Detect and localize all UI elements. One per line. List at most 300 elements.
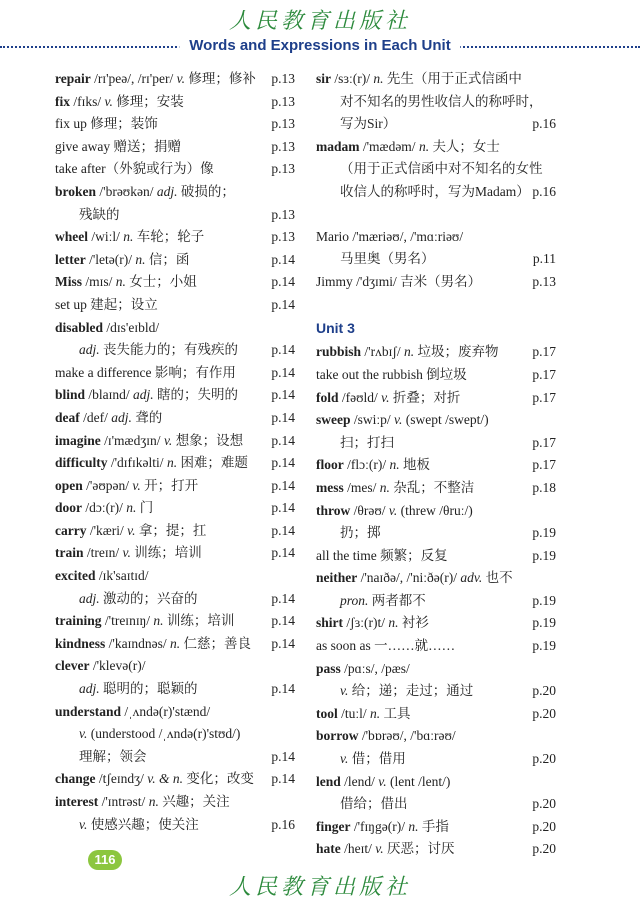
- vocab-text: [316, 387, 460, 410]
- vocab-line: [316, 816, 556, 839]
- vocab-text: [340, 158, 543, 181]
- vocab-text: [55, 181, 235, 204]
- definition: 先生（用于正式信函中: [383, 71, 522, 86]
- page-ref: p.14: [271, 251, 295, 267]
- vocab-line: [55, 610, 295, 633]
- pronunciation: take after（外貌或行为）像: [55, 161, 214, 177]
- vocab-text: [55, 136, 181, 159]
- page-ref: p.14: [271, 545, 295, 561]
- pronunciation: /'treɪnɪŋ/: [101, 613, 154, 629]
- vocab-line: [316, 226, 556, 249]
- headword: fold: [316, 389, 339, 405]
- vocab-line: [55, 91, 295, 114]
- part-of-speech: n.: [408, 818, 419, 834]
- vocab-line: [55, 746, 295, 769]
- vocab-text: [55, 407, 162, 430]
- page-ref: p.14: [271, 771, 295, 787]
- headword: fix: [55, 93, 70, 109]
- pronunciation: /pɑːs/, /pæs/: [340, 660, 410, 676]
- headword: disabled: [55, 319, 104, 335]
- pronunciation: （用于正式信函中对不知名的女性: [340, 161, 543, 177]
- definition: 垃圾；废弃物: [414, 344, 499, 360]
- vocab-text: [340, 793, 408, 816]
- page-ref: p.14: [271, 432, 295, 448]
- pronunciation: /'naɪðə/, /'niːðə(r)/: [357, 570, 461, 586]
- pronunciation: /dɔː(r)/: [82, 500, 127, 516]
- part-of-speech: v.: [176, 71, 185, 86]
- definition: 也不: [482, 570, 513, 586]
- vocab-text: [55, 542, 202, 565]
- definition: 困难；难题: [177, 455, 248, 471]
- page-ref: p.14: [271, 455, 295, 471]
- vocab-line: [55, 678, 295, 701]
- pronunciation: /tʃeɪndʒ/: [95, 771, 148, 787]
- pronunciation: make a difference 影响；有作用: [55, 364, 236, 380]
- left-column: [55, 68, 295, 836]
- vocab-text: [55, 68, 256, 91]
- vocab-line: [55, 475, 295, 498]
- vocab-line: [55, 588, 295, 611]
- vocab-line: [316, 181, 556, 204]
- definition: (understood /ˌʌndə(r)'stʊd/): [87, 726, 241, 742]
- vocab-text: [55, 452, 248, 475]
- page-ref: p.14: [271, 522, 295, 538]
- page-ref: p.13: [271, 138, 295, 154]
- publisher-logo-top: 人民教育出版社: [228, 9, 411, 34]
- definition: 给；递；走过；通过: [348, 683, 474, 699]
- vocab-text: [55, 362, 236, 385]
- vocab-line: [316, 635, 556, 658]
- vocab-text: [55, 384, 238, 407]
- vocab-line: [316, 703, 556, 726]
- headword: throw: [316, 502, 351, 518]
- vocab-line: [316, 748, 556, 771]
- page-ref: p.17: [532, 457, 556, 473]
- part-of-speech: v.: [378, 773, 387, 789]
- vocab-line: [316, 113, 556, 136]
- part-of-speech: n.: [370, 705, 381, 721]
- part-of-speech: pron.: [340, 592, 369, 608]
- page-ref: p.17: [532, 389, 556, 405]
- definition: 折叠；对折: [389, 389, 461, 405]
- page-ref: p.11: [532, 251, 556, 267]
- page-ref: p.14: [271, 748, 295, 764]
- vocab-line: [55, 701, 295, 724]
- pronunciation: /'rʌbɪʃ/: [361, 344, 404, 360]
- pronunciation: 借给；借出: [340, 796, 408, 812]
- definition: (lent /lent/): [386, 773, 451, 789]
- vocab-text: [316, 838, 455, 861]
- vocab-line: [55, 542, 295, 565]
- page-ref: p.19: [532, 547, 556, 563]
- vocab-line: [55, 271, 295, 294]
- page-ref: p.14: [271, 274, 295, 290]
- vocab-text: [79, 723, 240, 746]
- vocab-text: [316, 136, 500, 159]
- vocab-text: [340, 748, 406, 771]
- headword: neither: [316, 570, 358, 586]
- part-of-speech: adv.: [460, 570, 483, 586]
- vocab-line: [316, 409, 556, 432]
- pronunciation: set up 建起；设立: [55, 296, 158, 312]
- part-of-speech: v.: [381, 389, 390, 405]
- page-ref: p.14: [271, 342, 295, 358]
- pronunciation: /'fɪŋgə(r)/: [350, 818, 409, 834]
- pronunciation: 理解；领会: [79, 748, 147, 764]
- unit-heading: Unit 3: [316, 320, 355, 337]
- part-of-speech: v.: [163, 432, 173, 448]
- headword: train: [55, 545, 84, 561]
- page-ref: p.14: [271, 590, 295, 606]
- part-of-speech: n.: [153, 613, 164, 629]
- headword: imagine: [55, 432, 101, 448]
- pronunciation: /tuːl/: [337, 705, 371, 721]
- headword: broken: [55, 183, 97, 199]
- definition: 两者都不: [368, 592, 426, 608]
- vocab-line: [316, 136, 556, 159]
- headword: kindness: [55, 635, 106, 651]
- pronunciation: /flɔː(r)/: [343, 457, 390, 473]
- pronunciation: /treɪn/: [83, 545, 123, 561]
- vocab-line: [55, 362, 295, 385]
- vocab-text: [316, 477, 474, 500]
- vocab-line: [55, 226, 295, 249]
- vocab-text: [55, 317, 159, 340]
- publisher-logo-bottom: 人民教育出版社: [228, 875, 411, 900]
- page-ref: p.19: [532, 525, 556, 541]
- definition: 信；函: [145, 251, 190, 267]
- definition: 厌恶；讨厌: [383, 841, 455, 857]
- vocab-line: [316, 567, 556, 590]
- definition: 车轮；轮子: [133, 229, 205, 245]
- pronunciation: Jimmy /'dʒɪmi/ 吉米（男名）: [316, 273, 482, 289]
- vocab-line: [55, 723, 295, 746]
- page-ref: p.19: [532, 615, 556, 631]
- headword: excited: [55, 568, 96, 584]
- pronunciation: 扫；打扫: [340, 434, 394, 450]
- definition: 夫人；女士: [429, 138, 500, 154]
- vocab-line: [316, 248, 556, 271]
- headword: training: [55, 613, 102, 629]
- part-of-speech: adj.: [79, 342, 100, 358]
- vocab-text: [55, 701, 210, 724]
- pronunciation: /'mædəm/: [359, 138, 419, 154]
- vocab-text: [55, 91, 184, 114]
- pronunciation: /'kaɪndnəs/: [105, 635, 170, 651]
- page-ref: p.14: [271, 364, 295, 380]
- pronunciation: /'letə(r)/: [85, 251, 136, 267]
- pronunciation: Mario /'mæriəʊ/, /'mɑːriəʊ/: [316, 228, 464, 244]
- vocab-text: [79, 588, 198, 611]
- definition: 破损的；: [177, 183, 235, 199]
- page-ref: p.14: [271, 387, 295, 403]
- pronunciation: /ˌʌndə(r)'stænd/: [121, 703, 211, 719]
- pronunciation: /dɪs'eɪbld/: [103, 319, 160, 335]
- vocab-line: [316, 341, 556, 364]
- pronunciation: 马里奥（男名）: [340, 251, 435, 267]
- definition: 修理；修补: [184, 71, 256, 86]
- part-of-speech: adj.: [79, 681, 100, 697]
- part-of-speech: v.: [340, 751, 349, 767]
- vocab-line: [316, 522, 556, 545]
- section-banner: [0, 36, 640, 58]
- headword: blind: [55, 387, 86, 403]
- vocab-text: [340, 680, 473, 703]
- headword: repair: [55, 71, 91, 86]
- headword: letter: [55, 251, 86, 267]
- part-of-speech: v.: [132, 477, 141, 493]
- vocab-line: [316, 387, 556, 410]
- vocab-line: [316, 590, 556, 613]
- pronunciation: /mes/: [343, 479, 380, 495]
- page-ref: p.17: [532, 344, 556, 360]
- definition: 开；打开: [140, 477, 199, 493]
- part-of-speech: n.: [418, 138, 430, 154]
- pronunciation: /fəʊld/: [338, 389, 382, 405]
- page-ref: p.14: [271, 635, 295, 651]
- pronunciation: 写为Sir）: [340, 116, 397, 132]
- definition: 工具: [380, 705, 411, 721]
- headword: rubbish: [316, 344, 362, 360]
- page-ref: p.14: [271, 613, 295, 629]
- definition: (threw /θruː/): [397, 502, 473, 518]
- definition: 丧失能力的；有残疾的: [99, 342, 239, 358]
- vocab-text: [316, 364, 467, 387]
- vocab-text: [79, 814, 199, 837]
- page-ref: p.14: [271, 296, 295, 312]
- vocab-line: [316, 68, 556, 91]
- vocab-text: [79, 678, 198, 701]
- pronunciation: /'klevə(r)/: [89, 658, 146, 674]
- vocab-text: [55, 430, 243, 453]
- pronunciation: 残缺的: [79, 206, 120, 222]
- page-ref: p.19: [532, 592, 556, 608]
- headword: clever: [55, 658, 90, 674]
- part-of-speech: v.: [394, 412, 403, 428]
- right-column: [316, 68, 556, 861]
- vocab-text: [316, 725, 456, 748]
- vocab-line: [55, 497, 295, 520]
- vocab-text: [340, 522, 381, 545]
- vocab-line: [316, 612, 556, 635]
- vocab-text: [316, 454, 430, 477]
- vocab-line: [316, 680, 556, 703]
- vocab-line: [316, 838, 556, 861]
- definition: 聪明的；聪颖的: [99, 681, 198, 697]
- pronunciation: /lend/: [340, 773, 379, 789]
- headword: lend: [316, 773, 341, 789]
- definition: 想象；设想: [172, 432, 244, 448]
- vocab-line: [55, 294, 295, 317]
- pronunciation: take out the rubbish 倒垃圾: [316, 366, 467, 382]
- vocab-line: [316, 364, 556, 387]
- headword: carry: [55, 522, 87, 538]
- definition: 变化；改变: [182, 771, 254, 787]
- pronunciation: as soon as 一……就……: [316, 638, 456, 654]
- pronunciation: /swiːp/: [350, 412, 395, 428]
- page-ref: p.16: [532, 183, 556, 199]
- vocab-text: [340, 432, 394, 455]
- part-of-speech: n.: [169, 635, 181, 651]
- vocab-text: [55, 113, 158, 136]
- vocab-text: [316, 816, 449, 839]
- part-of-speech: n.: [389, 457, 400, 473]
- headword: pass: [316, 660, 341, 676]
- page-ref: p.13: [271, 206, 295, 222]
- pronunciation: /fɪks/: [70, 93, 105, 109]
- headword: madam: [316, 138, 360, 154]
- vocab-text: [316, 68, 522, 91]
- part-of-speech: v.: [127, 522, 136, 538]
- vocab-text: [55, 158, 214, 181]
- vocab-line: [55, 814, 295, 837]
- headword: sir: [316, 71, 331, 86]
- vocab-text: [316, 658, 410, 681]
- definition: 手指: [418, 818, 449, 834]
- part-of-speech: n.: [388, 615, 399, 631]
- definition: 训练；培训: [130, 545, 202, 561]
- vocab-text: [316, 409, 489, 432]
- part-of-speech: v.: [79, 726, 88, 742]
- part-of-speech: n.: [373, 71, 384, 86]
- vocab-line: [316, 91, 556, 114]
- vocab-line: [316, 477, 556, 500]
- pronunciation: /wiːl/: [88, 229, 124, 245]
- vocab-text: [55, 565, 149, 588]
- part-of-speech: adj.: [79, 590, 100, 606]
- block-spacer: [316, 204, 556, 226]
- vocab-text: [316, 635, 455, 658]
- vocab-line: [55, 181, 295, 204]
- vocab-text: [340, 248, 435, 271]
- page-ref: p.20: [532, 796, 556, 812]
- vocab-text: [340, 91, 543, 114]
- vocab-line: [316, 725, 556, 748]
- vocab-line: [55, 791, 295, 814]
- vocab-line: [316, 771, 556, 794]
- pronunciation: /θrəʊ/: [350, 502, 389, 518]
- headword: door: [55, 500, 82, 516]
- vocab-line: [55, 384, 295, 407]
- vocab-line: [55, 249, 295, 272]
- definition: 聋的: [131, 409, 163, 425]
- pronunciation: /ʃɜː(r)t/: [343, 615, 389, 631]
- part-of-speech: n.: [379, 479, 390, 495]
- vocab-line: [316, 500, 556, 523]
- vocab-text: [340, 590, 426, 613]
- part-of-speech: v.: [79, 816, 88, 832]
- vocab-line: [316, 454, 556, 477]
- vocab-text: [316, 567, 513, 590]
- vocab-text: [79, 339, 238, 362]
- pronunciation: /def/: [79, 409, 112, 425]
- vocab-line: [55, 113, 295, 136]
- pronunciation: /'dɪfɪkəlti/: [107, 455, 167, 471]
- block-spacer: [316, 293, 556, 315]
- vocab-text: [316, 226, 463, 249]
- page-ref: p.13: [271, 229, 295, 245]
- part-of-speech: v.: [122, 545, 131, 561]
- vocab-text: [55, 475, 198, 498]
- pronunciation: /rɪ'peə/, /rɪ'per/: [90, 71, 177, 86]
- pronunciation: /'brəʊkən/: [96, 183, 157, 199]
- part-of-speech: n.: [148, 794, 159, 809]
- pronunciation: /'bɒrəʊ/, /'bɑːrəʊ/: [358, 728, 456, 744]
- vocab-text: [55, 271, 197, 294]
- pronunciation: fix up 修理；装饰: [55, 116, 158, 132]
- definition: 门: [136, 500, 154, 516]
- headword: hate: [316, 841, 341, 857]
- pronunciation: /heɪt/: [340, 841, 376, 857]
- pronunciation: /'əʊpən/: [82, 477, 133, 493]
- right-block-names: [316, 68, 556, 204]
- page-ref: p.13: [532, 273, 556, 289]
- vocab-text: [55, 610, 234, 633]
- pronunciation: all the time 频繁；反复: [316, 547, 448, 563]
- pronunciation: /ɪ'mædʒɪn/: [100, 432, 164, 448]
- definition: (swept /swept/): [402, 412, 489, 428]
- headword: tool: [316, 705, 338, 721]
- part-of-speech: n.: [123, 229, 134, 245]
- headword: borrow: [316, 728, 359, 744]
- page-number-badge: 116: [88, 850, 122, 870]
- pronunciation: /mɪs/: [82, 274, 116, 290]
- headword: interest: [55, 794, 99, 809]
- definition: 瞎的；失明的: [153, 387, 239, 403]
- vocab-line: [55, 768, 295, 791]
- pronunciation: 对不知名的男性收信人的称呼时，: [340, 93, 543, 109]
- part-of-speech: n.: [166, 455, 178, 471]
- definition: 地板: [399, 457, 430, 473]
- vocab-line: [55, 158, 295, 181]
- page-ref: p.13: [271, 116, 295, 132]
- headword: shirt: [316, 615, 343, 631]
- page-ref: p.14: [271, 681, 295, 697]
- page-ref: p.13: [271, 161, 295, 177]
- vocab-line: [316, 432, 556, 455]
- vocab-line: [55, 339, 295, 362]
- vocab-line: [316, 158, 556, 181]
- part-of-speech: v.: [388, 502, 398, 518]
- vocab-text: [79, 746, 147, 769]
- vocab-text: [55, 294, 158, 317]
- definition: 训练；培训: [163, 613, 235, 629]
- headword: wheel: [55, 229, 88, 245]
- part-of-speech: adj.: [156, 183, 178, 199]
- headword: finger: [316, 818, 351, 834]
- vocab-line: [316, 658, 556, 681]
- right-block-unit3: [316, 341, 556, 861]
- vocab-line: [316, 793, 556, 816]
- vocab-text: [55, 249, 189, 272]
- vocab-line: [316, 545, 556, 568]
- part-of-speech: v.: [104, 93, 113, 109]
- vocab-text: [55, 791, 230, 814]
- vocab-line: [55, 633, 295, 656]
- pronunciation: 收信人的称呼时，写为Madam）: [340, 183, 530, 199]
- right-block-proper-names: [316, 226, 556, 294]
- page-ref: p.20: [532, 841, 556, 857]
- vocab-text: [316, 703, 411, 726]
- vocab-line: [55, 655, 295, 678]
- page-ref: p.14: [271, 477, 295, 493]
- vocab-text: [316, 545, 448, 568]
- vocab-line: [55, 520, 295, 543]
- vocab-text: [55, 633, 251, 656]
- vocab-text: [55, 226, 204, 249]
- part-of-speech: v. & n.: [147, 771, 183, 787]
- page-ref: p.20: [532, 683, 556, 699]
